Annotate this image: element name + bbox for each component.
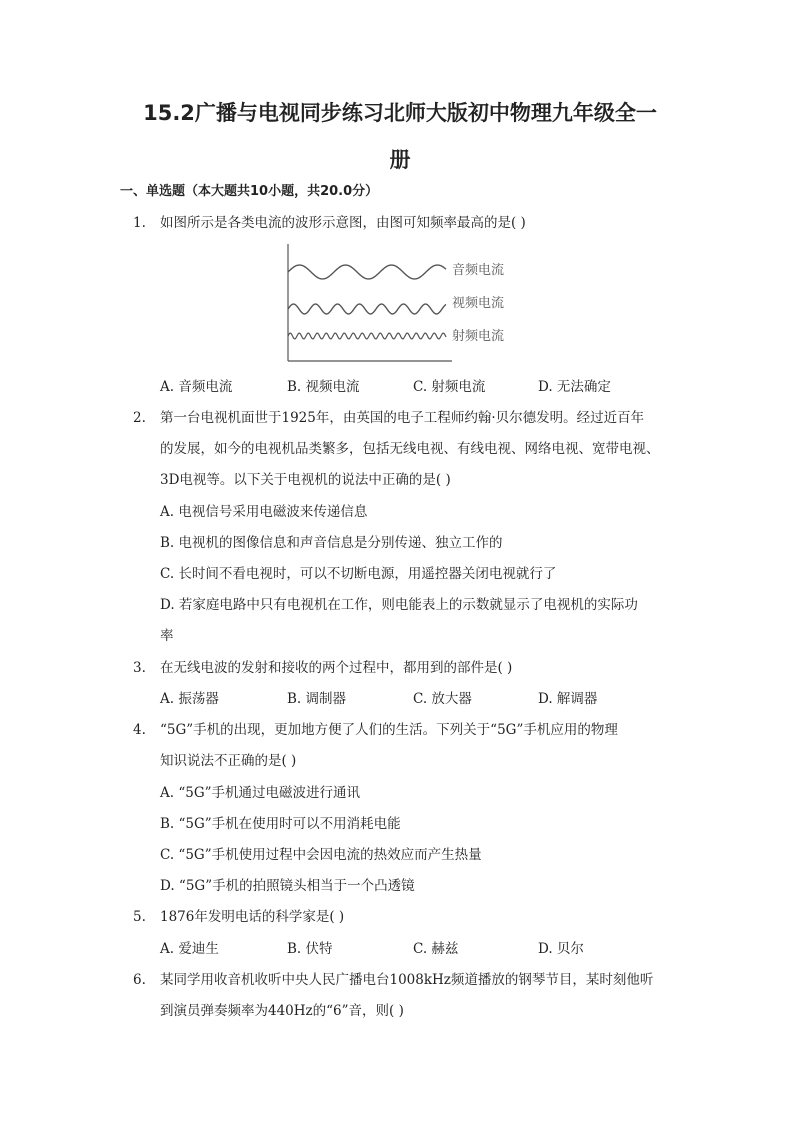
option: D. “5G”手机的拍照镜头相当于一个凸透镜 — [160, 878, 415, 894]
question-text: 如图所示是各类电流的波形示意图，由图可知频率最高的是( ) — [160, 215, 526, 231]
rf-wave — [288, 333, 446, 339]
option: A. 振荡器 — [160, 691, 219, 707]
option: A. “5G”手机通过电磁波进行通讯 — [160, 785, 361, 801]
video-label: 视频电流 — [452, 296, 505, 311]
option: B. 电视机的图像信息和声音信息是分别传递、独立工作的 — [160, 535, 503, 551]
question-number: 6. — [133, 972, 146, 988]
option: A. 音频电流 — [160, 379, 233, 395]
rf-label: 射频电流 — [452, 329, 505, 344]
document-title-line2: 册 — [389, 148, 411, 172]
option: B. 调制器 — [287, 691, 347, 707]
audio-label: 音频电流 — [452, 263, 505, 278]
question-text: 某同学用收音机收听中央人民广播电台1008kHz频道播放的钢琴节目，某时刻他听 — [160, 972, 654, 988]
option: B. 伏特 — [287, 941, 333, 957]
question-text: 知识说法不正确的是( ) — [160, 753, 297, 769]
question-number: 1. — [133, 215, 146, 231]
question-text: 1876年发明电话的科学家是( ) — [160, 909, 345, 925]
question-text: 第一台电视机面世于1925年，由英国的电子工程师约翰·贝尔德发明。经过近百年 — [160, 410, 645, 426]
option: D. 贝尔 — [538, 941, 584, 957]
question-text: 的发展，如今的电视机品类繁多，包括无线电视、有线电视、网络电视、宽带电视、 — [160, 441, 660, 457]
question-text: “5G”手机的出现，更加地方便了人们的生活。下列关于“5G”手机应用的物理 — [160, 722, 618, 738]
option-continuation: 率 — [160, 628, 174, 644]
option: D. 若家庭电路中只有电视机在工作，则电能表上的示数就显示了电视机的实际功 — [160, 597, 638, 613]
option: C. 赫兹 — [413, 941, 459, 957]
question-number: 3. — [133, 660, 146, 676]
option: B. 视频电流 — [287, 379, 360, 395]
question-number: 5. — [133, 909, 146, 925]
audio-wave — [288, 265, 446, 279]
option: C. 长时间不看电视时，可以不切断电源，用遥控器关闭电视就行了 — [160, 566, 557, 582]
question-number: 4. — [133, 722, 146, 738]
question-text: 到演员弹奏频率为440Hz的“6”音，则( ) — [160, 1003, 404, 1019]
option: B. “5G”手机在使用时可以不用消耗电能 — [160, 816, 401, 832]
question-text: 在无线电波的发射和接收的两个过程中，都用到的部件是( ) — [160, 660, 513, 676]
video-wave — [288, 304, 446, 314]
option: C. 放大器 — [413, 691, 472, 707]
question-text: 3D电视等。以下关于电视机的说法中正确的是( ) — [160, 472, 451, 488]
option: C. “5G”手机使用过程中会因电流的热效应而产生热量 — [160, 847, 482, 863]
option: D. 无法确定 — [538, 379, 611, 395]
option: C. 射频电流 — [413, 379, 486, 395]
option: A. 爱迪生 — [160, 941, 219, 957]
question-number: 2. — [133, 410, 146, 426]
section-heading: 一、单选题（本大题共10小题，共20.0分） — [120, 184, 379, 199]
option: A. 电视信号采用电磁波来传递信息 — [160, 504, 368, 520]
waveform-figure — [280, 240, 520, 366]
document-title-line1: 15.2广播与电视同步练习北师大版初中物理九年级全一 — [143, 101, 657, 125]
option: D. 解调器 — [538, 691, 598, 707]
